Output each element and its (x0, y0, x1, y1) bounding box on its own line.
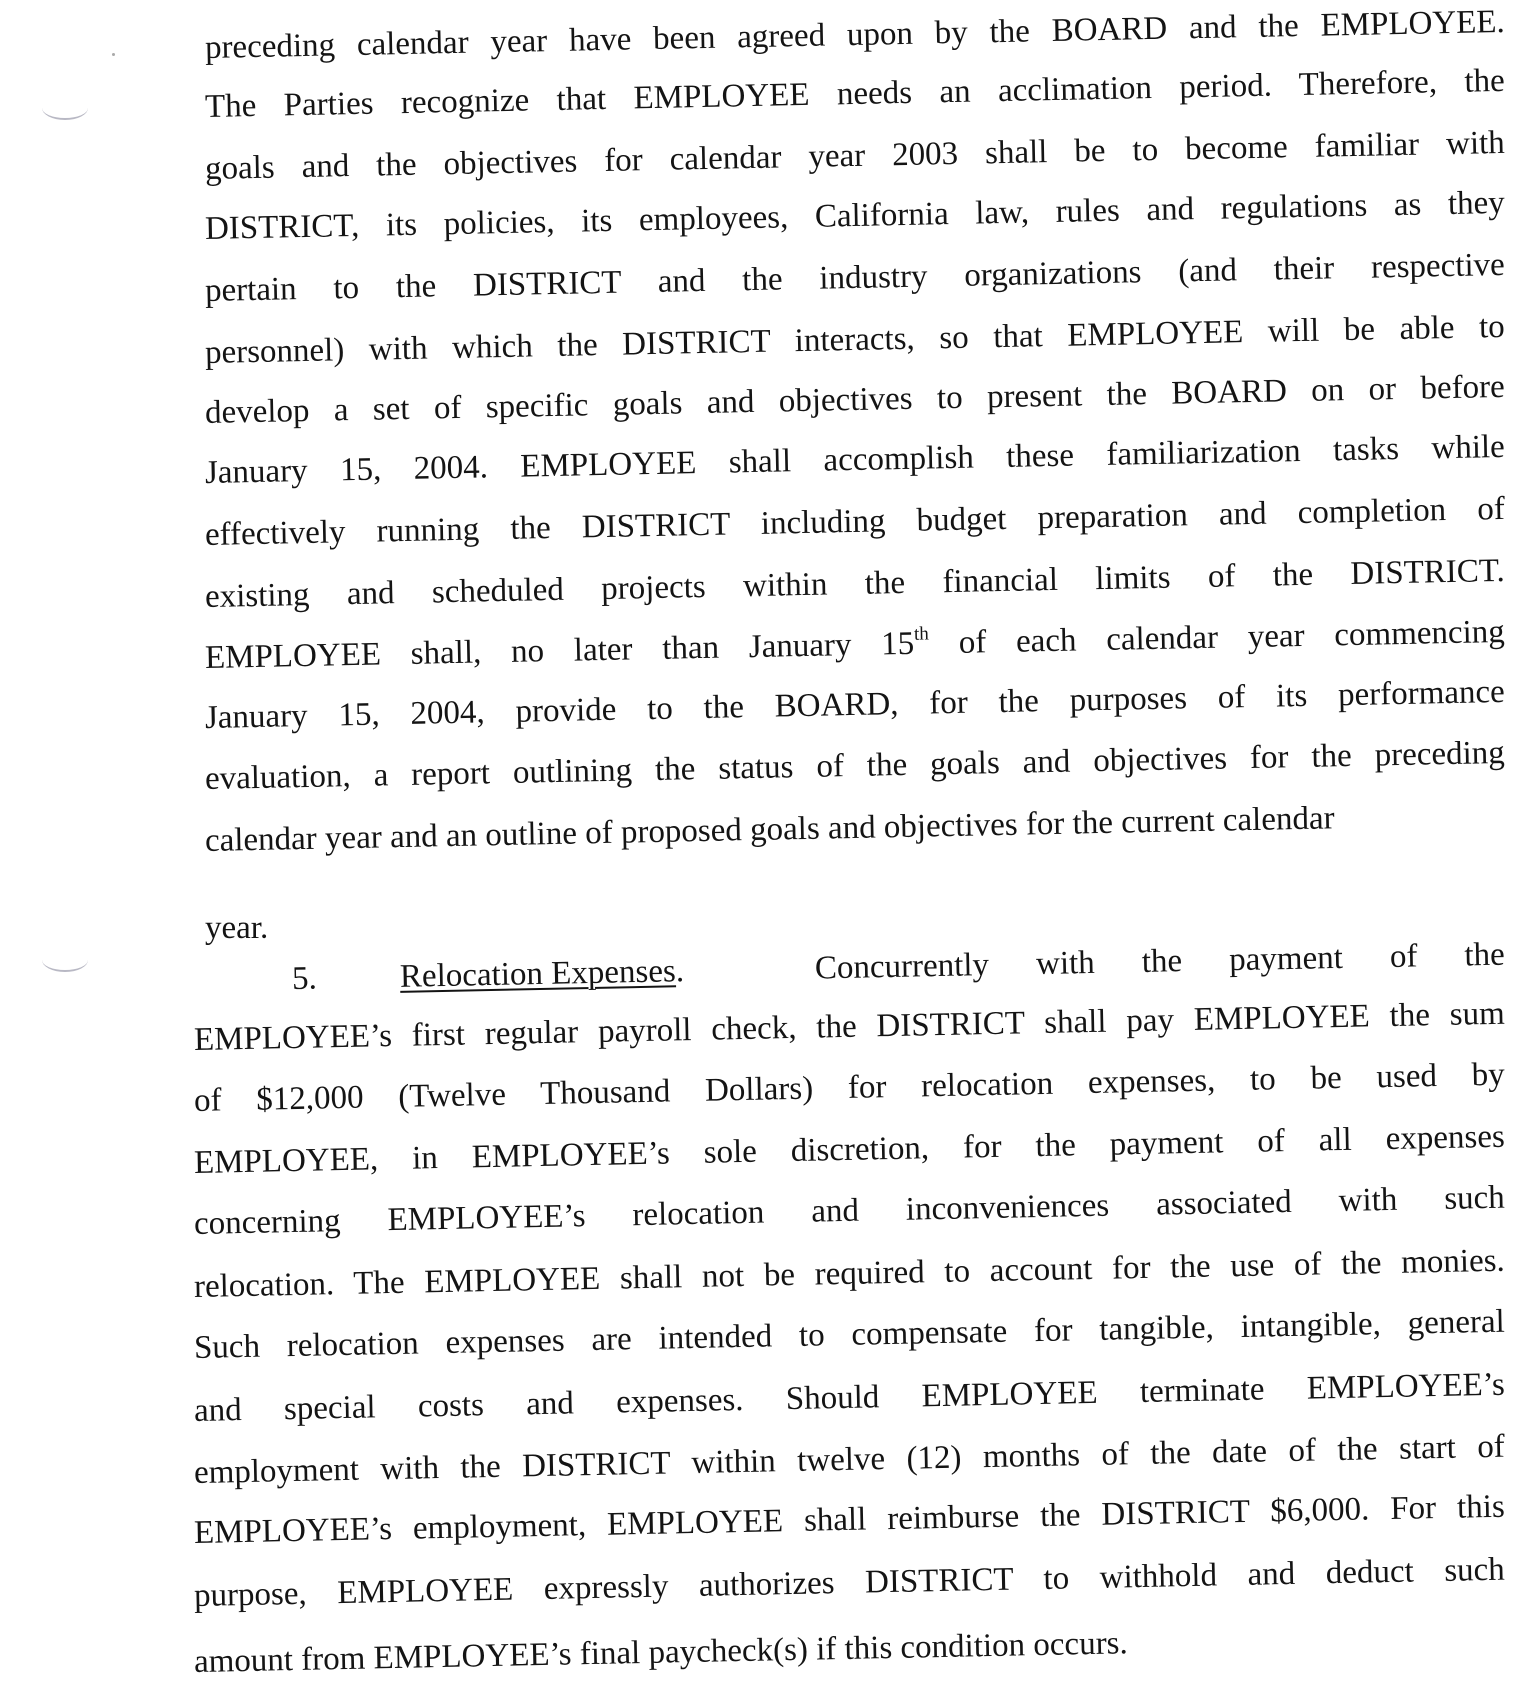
text-line: personnel) with which the DISTRICT interacts, so that EMPLOYEE will be able to (204, 308, 1506, 371)
text-line: Such relocation expenses are intended to compensate for tangible, intangible, general (193, 1303, 1506, 1366)
hole-punch-mark-middle (42, 948, 88, 972)
text-line: January 15, 2004. EMPLOYEE shall accomplish these familiarization tasks while (204, 428, 1506, 491)
text-line: DISTRICT, its policies, its employees, California law, rules and regulations as they (204, 184, 1506, 247)
section-heading-period: . (675, 953, 685, 990)
text-line: calendar year and an outline of proposed goals and objectives for the current calendar (204, 800, 1335, 859)
text-line: January 15, 2004, provide to the BOARD, for the purposes of its performance (204, 673, 1506, 736)
text-line: of $12,000 (Twelve Thousand Dollars) for relocation expenses, to be used by (193, 1056, 1506, 1119)
text-line: The Parties recognize that EMPLOYEE needs an acclimation period. Therefore, the (204, 62, 1506, 125)
section-number: 5. (291, 960, 318, 997)
text-line: evaluation, a report outlining the status of the goals and objectives for the preceding (204, 734, 1506, 797)
text-line: concerning EMPLOYEE’s relocation and inconveniences associated with such (193, 1179, 1506, 1242)
text-line: EMPLOYEE’s first regular payroll check, the DISTRICT shall pay EMPLOYEE the sum (193, 995, 1506, 1058)
text-line: year. (205, 910, 269, 946)
text-line: develop a set of specific goals and objectives to present the BOARD on or before (204, 368, 1506, 431)
text-line: employment with the DISTRICT within twelve (12) months of the date of the start of (193, 1428, 1506, 1491)
hole-punch-mark-top (42, 96, 88, 120)
text-line: preceding calendar year have been agreed upon by the BOARD and the EMPLOYEE. (204, 3, 1506, 66)
section-first-line-text: Concurrently with the payment of the (814, 936, 1506, 987)
text-line: effectively running the DISTRICT including budget preparation and completion of (204, 490, 1506, 553)
ordinal-superscript: th (913, 623, 930, 645)
section-heading: Relocation Expenses (399, 953, 677, 995)
scan-speck (112, 53, 115, 56)
text-line: EMPLOYEE, in EMPLOYEE’s sole discretion, for the payment of all expenses (193, 1118, 1506, 1181)
text-span: EMPLOYEE shall, no later than January 15 (204, 625, 915, 676)
text-line: EMPLOYEE’s employment, EMPLOYEE shall reimburse the DISTRICT $6,000. For this (193, 1488, 1506, 1551)
text-line: existing and scheduled projects within the financial limits of the DISTRICT. (204, 552, 1506, 615)
text-line: purpose, EMPLOYEE expressly authorizes DISTRICT to withhold and deduct such (193, 1551, 1506, 1614)
text-line: amount from EMPLOYEE’s final paycheck(s) if this condition occurs. (193, 1625, 1129, 1680)
text-line: relocation. The EMPLOYEE shall not be required to account for the use of the monies. (193, 1242, 1506, 1305)
text-line (205, 612, 1506, 678)
text-line: and special costs and expenses. Should EMPLOYEE terminate EMPLOYEE’s (193, 1366, 1506, 1429)
section-heading-group (292, 951, 685, 999)
text-line: pertain to the DISTRICT and the industry organizations (and their respective (204, 246, 1506, 309)
text-line: goals and the objectives for calendar year 2003 shall be to become familiar with (204, 124, 1506, 187)
text-span: of each calendar year commencing (928, 613, 1506, 662)
section-heading-line (292, 935, 1506, 999)
